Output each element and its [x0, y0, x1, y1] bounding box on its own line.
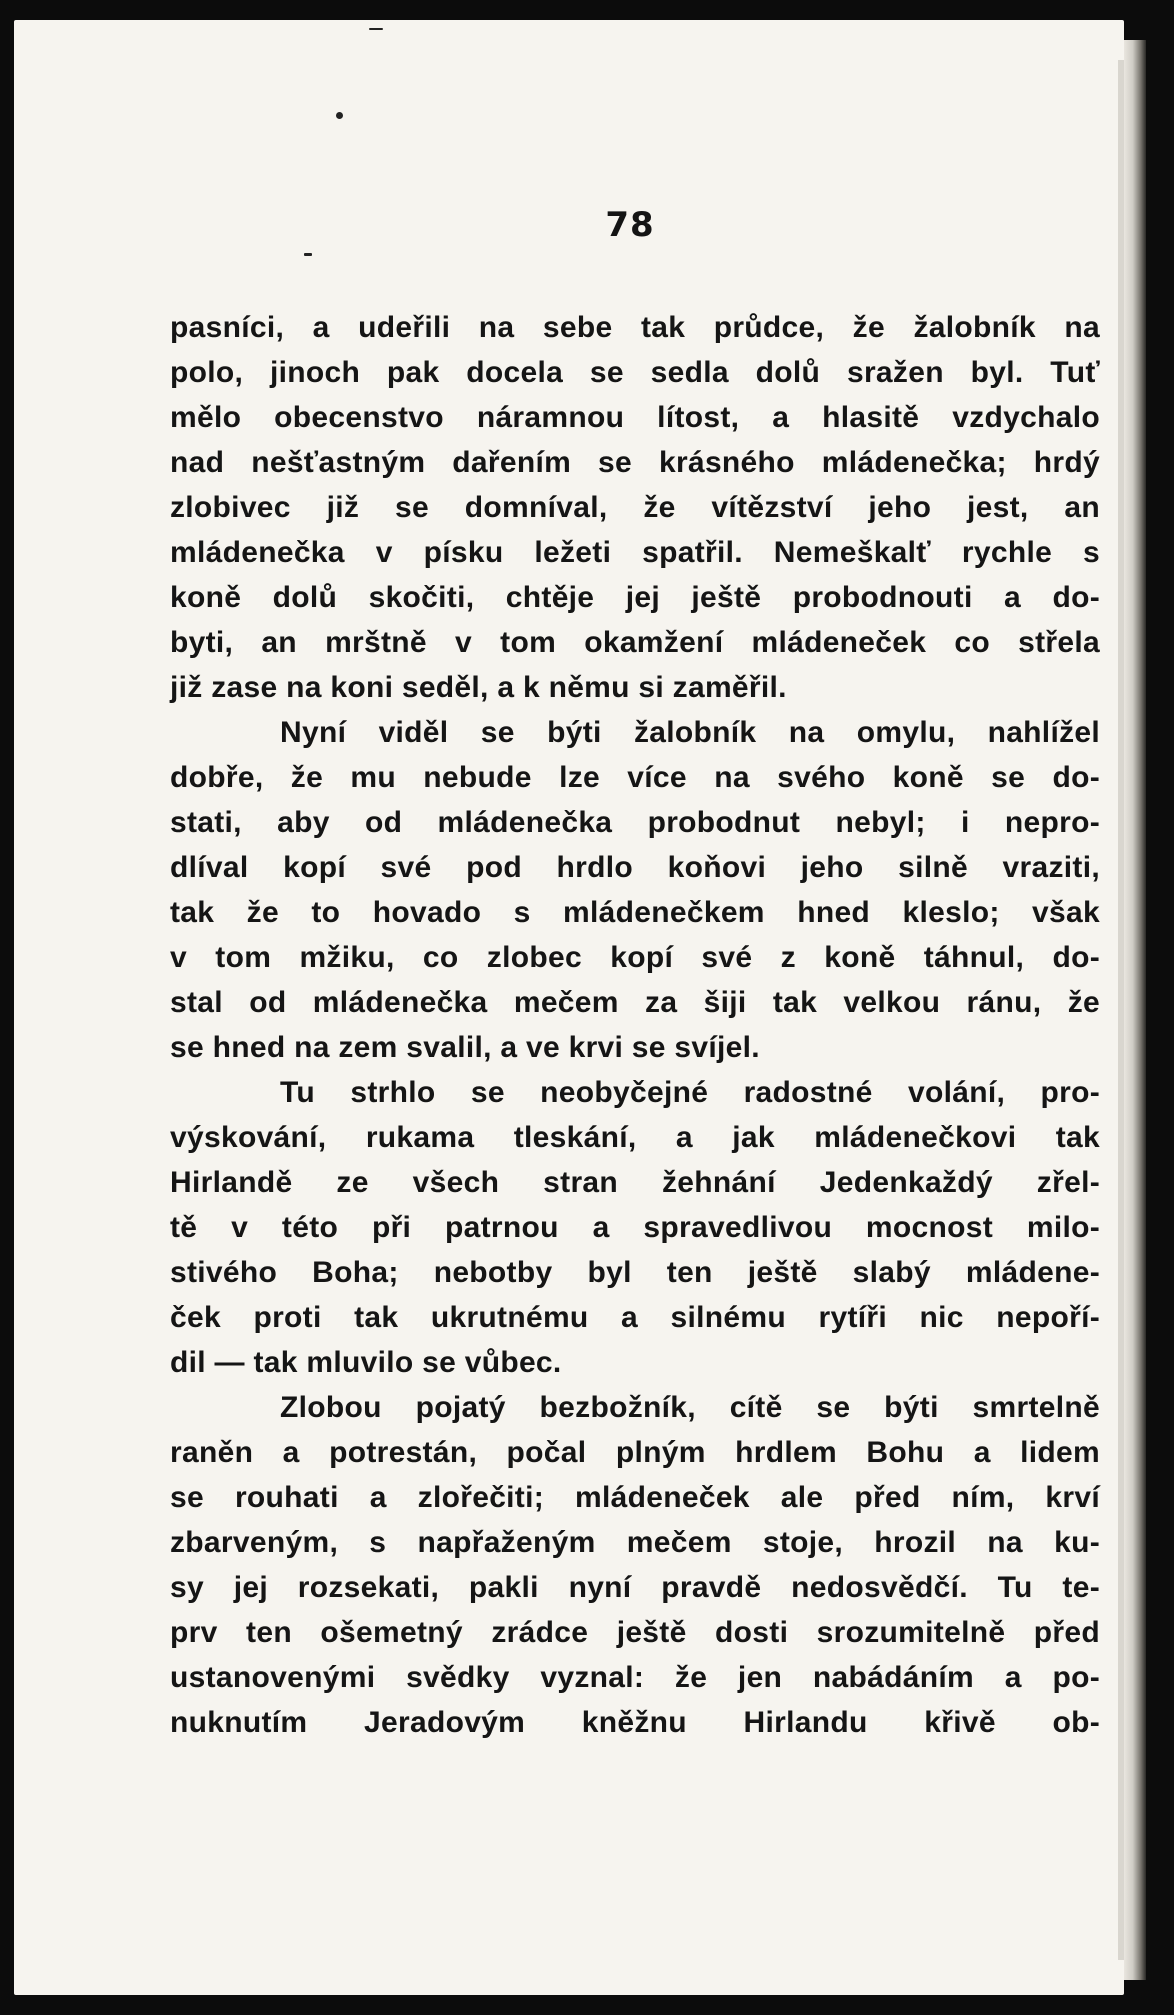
- text-line: prv ten ošemetný zrádce ještě dosti srozumitelně před: [170, 1616, 1100, 1649]
- text-line: sy jej rozsekati, pakli nyní pravdě nedosvědčí. Tu te-: [170, 1571, 1100, 1604]
- text-line: v tom mžiku, co zlobec kopí své z koně táhnul, do-: [170, 941, 1100, 974]
- text-line: polo, jinoch pak docela se sedla dolů sražen byl. Tuť: [170, 356, 1100, 389]
- text-line: dlíval kopí své pod hrdlo koňovi jeho silně vraziti,: [170, 851, 1100, 884]
- text-line: pasníci, a udeřili na sebe tak průdce, že žalobník na: [170, 311, 1100, 344]
- text-line: zlobivec již se domníval, že vítězství jeho jest, an: [170, 491, 1100, 524]
- text-line: mládenečka v písku ležeti spatřil. Nemeškalť rychle s: [170, 536, 1100, 569]
- text-line: se hned na zem svalil, a ve krvi se svíjel.: [170, 1031, 760, 1064]
- text-line: se rouhati a zlořečiti; mládeneček ale před ním, krví: [170, 1481, 1100, 1514]
- text-line: tak že to hovado s mládenečkem hned kleslo; však: [170, 896, 1100, 929]
- text-line: stati, aby od mládenečka probodnut nebyl; i nepro-: [170, 806, 1100, 839]
- text-line: výskování, rukama tleskání, a jak mládenečkovi tak: [170, 1121, 1100, 1154]
- text-line: raněn a potrestán, počal plným hrdlem Bohu a lidem: [170, 1436, 1100, 1469]
- text-line: dobře, že mu nebude lze více na svého koně se do-: [170, 761, 1100, 794]
- paragraph-start-line: Nyní viděl se býti žalobník na omylu, nahlížel: [280, 716, 1100, 749]
- text-line: tě v této při patrnou a spravedlivou mocnost milo-: [170, 1211, 1100, 1244]
- text-line: stivého Boha; nebotby byl ten ještě slabý mládene-: [170, 1256, 1100, 1289]
- text-line: nuknutím Jeradovým kněžnu Hirlandu křivě ob-: [170, 1706, 1100, 1739]
- body-text: [170, 305, 1100, 1745]
- text-line: byti, an mrštně v tom okamžení mládeneček co střela: [170, 626, 1100, 659]
- paragraph-start-line: Zlobou pojatý bezbožník, cítě se býti smrtelně: [280, 1391, 1100, 1424]
- text-line: ustanovenými svědky vyznal: že jen nabádáním a po-: [170, 1661, 1100, 1694]
- text-line: již zase na koni seděl, a k němu si zaměřil.: [170, 671, 787, 704]
- page-number: 78: [605, 205, 655, 245]
- text-line: mělo obecenstvo náramnou lítost, a hlasitě vzdychalo: [170, 401, 1100, 434]
- text-line: ček proti tak ukrutnému a silnému rytíři nic nepoří-: [170, 1301, 1100, 1334]
- text-line: stal od mládenečka mečem za šiji tak velkou ránu, že: [170, 986, 1100, 1019]
- page-edge-right: [1124, 40, 1146, 1980]
- text-line: Hirlandě ze všech stran žehnání Jedenkaždý zřel-: [170, 1166, 1100, 1199]
- ink-speck: [304, 253, 312, 256]
- text-line: dil — tak mluvilo se vůbec.: [170, 1346, 562, 1379]
- text-line: koně dolů skočiti, chtěje jej ještě probodnouti a do-: [170, 581, 1100, 614]
- ink-speck: [336, 112, 343, 119]
- ink-speck: [369, 28, 383, 30]
- page-fold: [1118, 60, 1124, 1960]
- text-line: nad nešťastným dařením se krásného mládenečka; hrdý: [170, 446, 1100, 479]
- text-line: zbarveným, s napřaženým mečem stoje, hrozil na ku-: [170, 1526, 1100, 1559]
- paragraph-start-line: Tu strhlo se neobyčejné radostné volání, pro-: [280, 1076, 1100, 1109]
